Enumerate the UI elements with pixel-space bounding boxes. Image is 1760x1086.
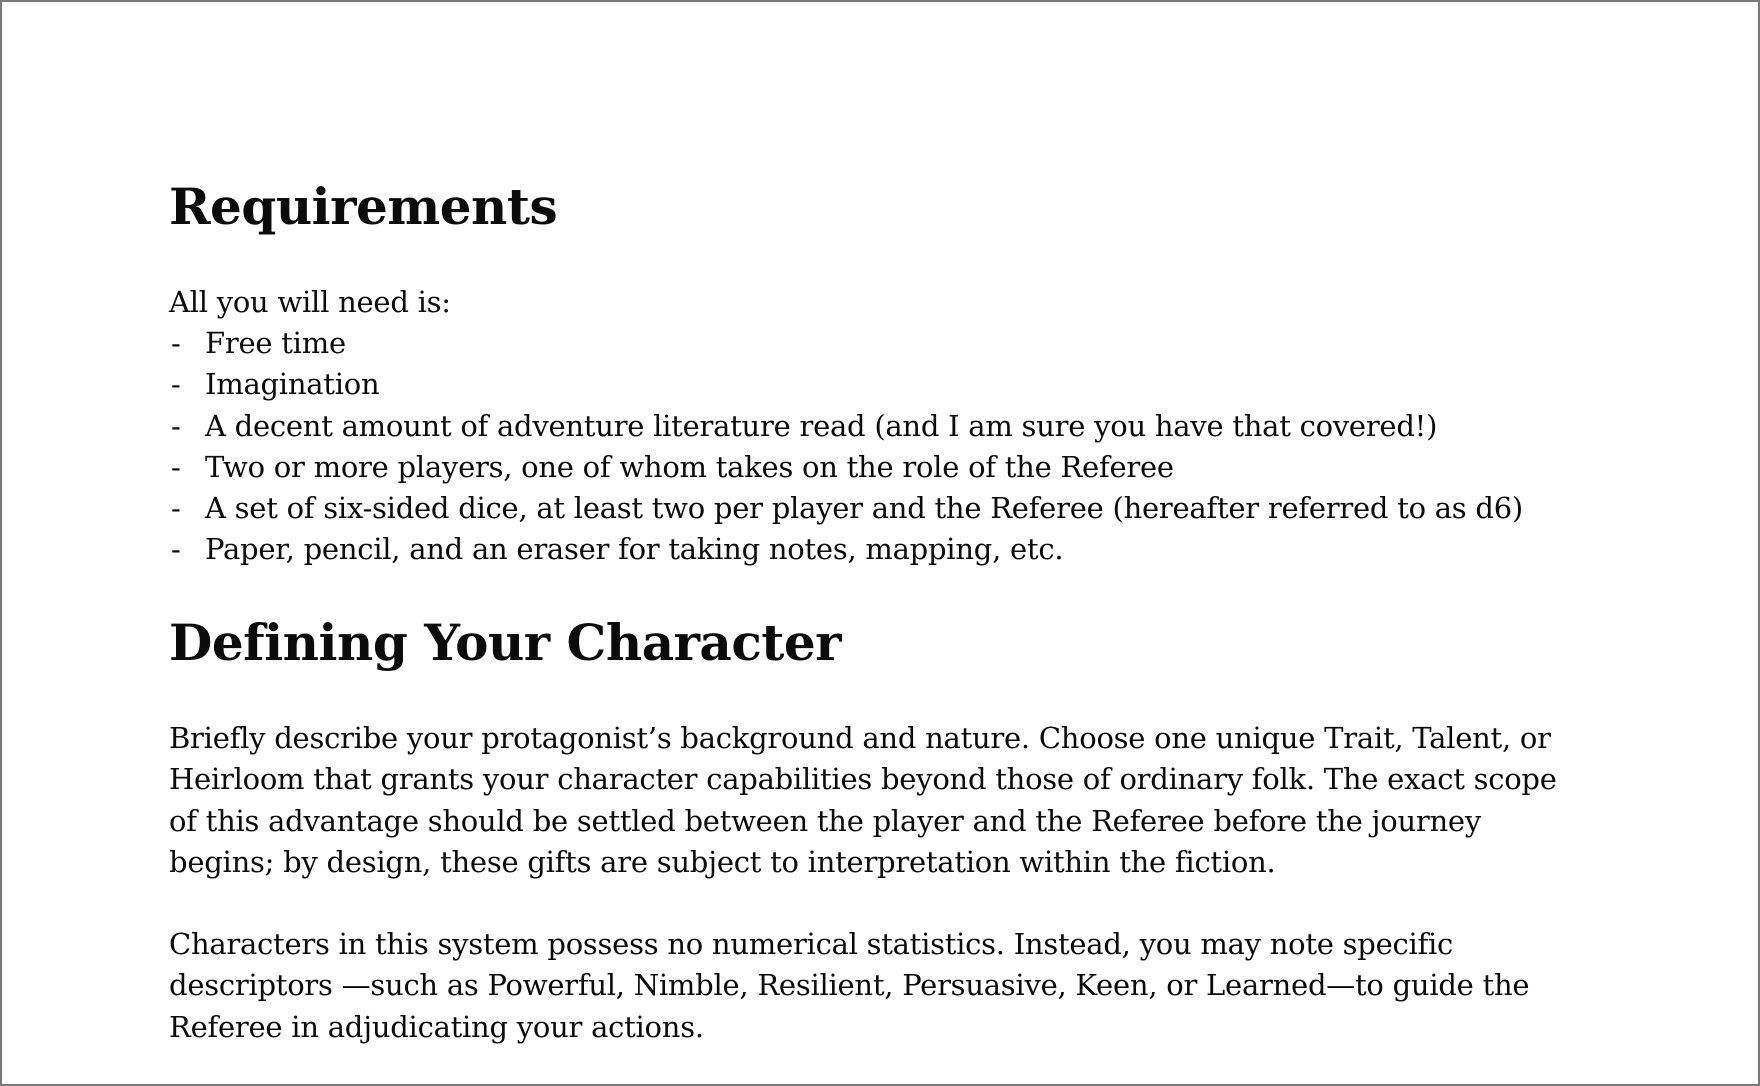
defining-character-heading: Defining Your Character [169,613,842,672]
list-item-text: Paper, pencil, and an eraser for taking notes, mapping, etc. [205,532,1064,567]
list-item-text: Imagination [205,367,380,402]
list-item-text: Free time [205,326,346,360]
character-description-paragraph: Briefly describe your protagonist’s background and nature. Choose one unique Trait, Talent, or Heirloom that grants your character capabilities beyond those of ordinary folk. The exact scope of this advantage should be settled between the player and the Referee before the journey begins; by design, these gifts are subject to interpretation within the fiction. [169,721,1557,879]
bullet-dash: - [171,367,181,402]
requirements-heading: Requirements [169,177,558,236]
list-item [169,447,1523,488]
list-item [169,406,1523,447]
bullet-dash: - [171,408,181,443]
bullet-dash: - [171,532,181,567]
list-item [169,488,1523,529]
bullet-dash: - [171,326,181,360]
requirements-intro: All you will need is: [169,285,451,319]
list-item [169,364,1523,405]
list-item [169,529,1523,570]
requirements-list [169,323,1523,571]
bullet-dash: - [171,449,181,484]
list-item-text: A set of six-sided dice, at least two per player and the Referee (hereafter referred to as d6) [205,491,1523,526]
bullet-dash: - [171,491,181,526]
list-item [169,323,1523,364]
list-item-text: A decent amount of adventure literature read (and I am sure you have that covered!) [205,408,1438,443]
character-descriptors-paragraph: Characters in this system possess no numerical statistics. Instead, you may note specific descriptors —such as Powerful, Nimble, Resilient, Persuasive, Keen, or Learned—to guide the Referee in adjudicating your actions. [169,927,1530,1044]
list-item-text: Two or more players, one of whom takes on the role of the Referee [205,449,1174,484]
